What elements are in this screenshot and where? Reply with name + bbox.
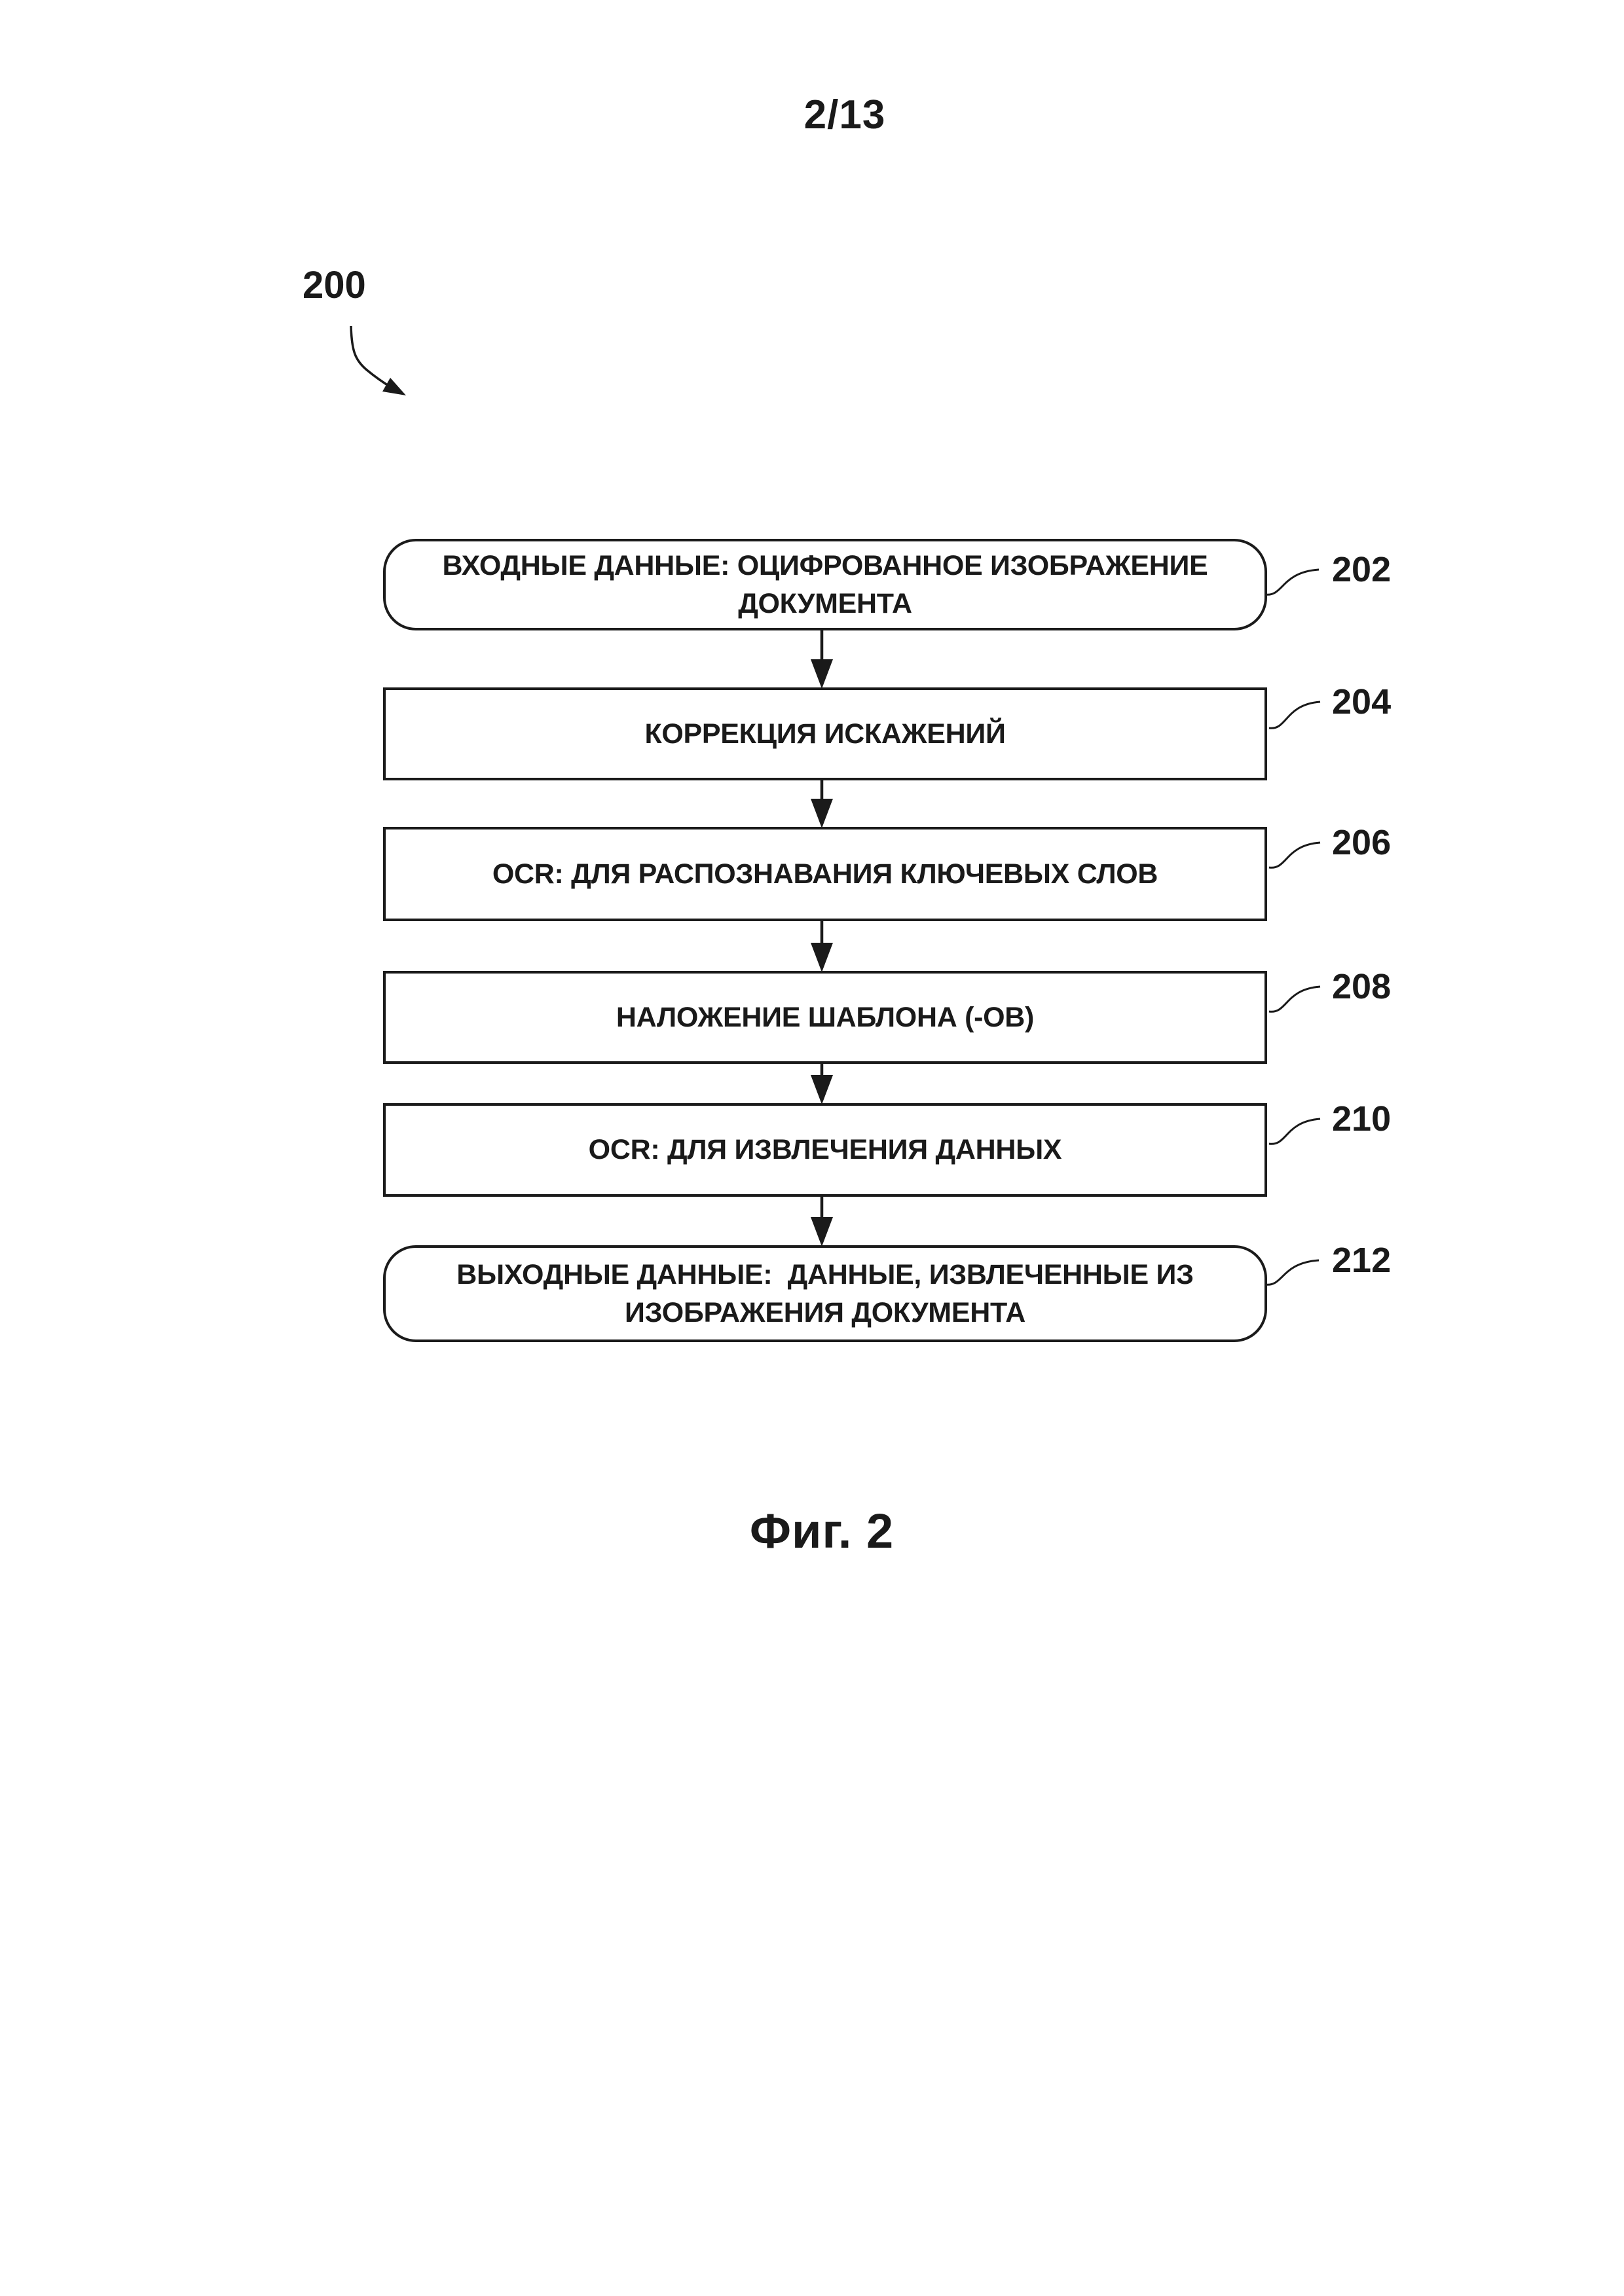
connector-arrow-3 — [811, 920, 833, 972]
flow-node-distortion-correction — [383, 687, 1267, 780]
ref-label-204: 204 — [1332, 682, 1392, 721]
ref-200-arrow — [351, 326, 406, 395]
figure-caption: Фиг. 2 — [749, 1504, 895, 1558]
node-text-line: OCR: ДЛЯ РАСПОЗНАВАНИЯ КЛЮЧЕВЫХ СЛОВ — [492, 858, 1158, 890]
node-text-line: ВХОДНЫЕ ДАННЫЕ: ОЦИФРОВАННОЕ ИЗОБРАЖЕНИЕ — [442, 549, 1208, 581]
leader-line-206 — [1269, 843, 1320, 867]
diagram-ref-200-label: 200 — [303, 264, 366, 306]
connector-arrow-5 — [811, 1195, 833, 1247]
connector-arrow-1 — [811, 629, 833, 689]
sheet-number: 2/13 — [803, 92, 886, 137]
flow-node-input — [383, 539, 1267, 630]
node-text-line: КОРРЕКЦИЯ ИСКАЖЕНИЙ — [644, 718, 1006, 750]
flow-node-ocr-data-extraction — [383, 1103, 1267, 1197]
ref-label-208: 208 — [1332, 967, 1392, 1006]
ref-label-202: 202 — [1332, 550, 1392, 589]
flow-node-ocr-keywords — [383, 827, 1267, 921]
node-text-line: OCR: ДЛЯ ИЗВЛЕЧЕНИЯ ДАННЫХ — [588, 1134, 1062, 1166]
ref-label-210: 210 — [1332, 1099, 1392, 1139]
ref-label-206: 206 — [1332, 823, 1392, 862]
leader-line-212 — [1265, 1260, 1319, 1285]
flow-node-output — [383, 1245, 1267, 1342]
ref-label-212: 212 — [1332, 1241, 1392, 1280]
node-text-line: НАЛОЖЕНИЕ ШАБЛОНА (-ОВ) — [616, 1001, 1035, 1033]
leader-line-208 — [1269, 987, 1320, 1011]
flow-node-template-overlay — [383, 971, 1267, 1064]
leader-line-202 — [1265, 570, 1319, 594]
node-text-line: ИЗОБРАЖЕНИЯ ДОКУМЕНТА — [625, 1297, 1025, 1328]
node-text-line: ДОКУМЕНТА — [738, 588, 912, 619]
connector-arrow-4 — [811, 1063, 833, 1104]
leader-line-210 — [1269, 1119, 1320, 1144]
node-text-line: ВЫХОДНЫЕ ДАННЫЕ: ДАННЫЕ, ИЗВЛЕЧЕННЫЕ ИЗ — [456, 1258, 1194, 1290]
leader-line-204 — [1269, 702, 1320, 728]
connector-arrow-2 — [811, 779, 833, 828]
